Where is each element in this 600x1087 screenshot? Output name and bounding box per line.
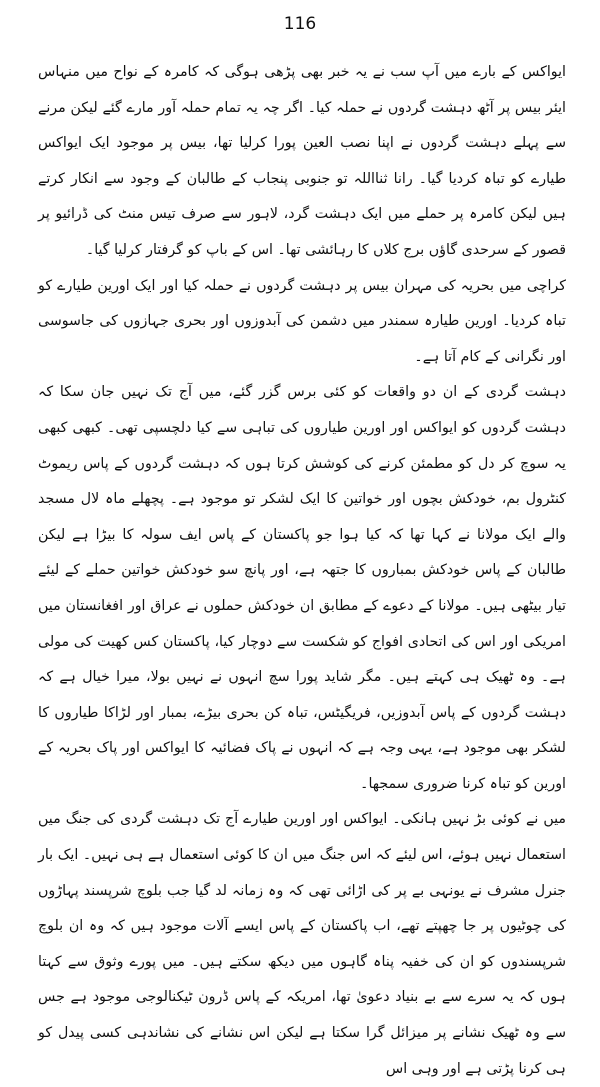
page-body-text bbox=[38, 55, 566, 1087]
paragraph-mehran-base-attack: کراچی میں بحریہ کی مہران بیس پر دہشت گردوں نے حملہ کیا اور ایک اورین طیارے کو تباہ کردیا۔ اورین طیارہ سمندر میں دشمن کی آبدوزوں اور بحری جہازوں کی جاسوسی اور نگرانی کے کام آتا ہے۔ bbox=[38, 277, 566, 365]
paragraph-terrorism-analysis: دہشت گردی کے ان دو واقعات کو کئی برس گزر گئے، میں آج تک نہیں جان سکا کہ دہشت گردوں کو ایواکس اور اورین طیاروں کی تباہی سے کیا دلچسپی تھی۔ کبھی کبھی یہ سوچ کر دل کو مطمئن کرنے کی کوشش کرتا ہوں کہ دہشت گردوں کے پاس ریموٹ کنٹرول بم، خودکش بچوں اور خواتین کا ایک لشکر تو موجود ہے۔ پچھلے ماہ لال مسجد والے ایک مولانا نے کہا تھا کہ کیا ہوا جو پاکستان کے پاس ایف سولہ کا بیڑا ہے لیکن طالبان کے پاس خودکش بمباروں کا جتھہ ہے، اور پانچ سو خودکش خواتین حملے کے لیئے تیار بیٹھی ہیں۔ مولانا کے دعوے کے مطابق ان خودکش حملوں نے عراق اور افغانستان میں امریکی اور اس کی اتحادی افواج کو شکست سے دوچار کیا، پاکستان کس کھیت کی مولی ہے۔ وہ ٹھیک ہی کہتے ہیں۔ مگر شاید پورا سچ انہوں نے نہیں بولا، میرا خیال ہے کہ دہشت گردوں کے پاس آبدوزیں، فریگیٹس، تباہ کن بحری بیڑے، بمبار اور لڑاکا طیاروں کا لشکر بھی موجود ہے، یہی وجہ ہے کہ انہوں نے پاک فضائیہ کا ایواکس اور پاک بحریہ کے اورین کو تباہ کرنا ضروری سمجھا۔ bbox=[38, 384, 566, 792]
page-number: 116 bbox=[283, 14, 317, 34]
paragraph-awacs-kamra-attack: ایواکس کے بارے میں آپ سب نے یہ خبر بھی پڑھی ہوگی کہ کامرہ کے نواح میں منہاس ایئر بیس پر آٹھ دہشت گردوں نے حملہ کیا۔ اگر چہ یہ تمام حملہ آور مارے گئے لیکن مرنے سے پہلے دہشت گردوں نے اپنا نصب العین پورا کرلیا تھا، بیس پر موجود ایک ایواکس طیارے کو تباہ کردیا گیا۔ رانا ثنااللہ تو جنوبی پنجاب کے طالبان کے وجود سے انکار کرتے ہیں لیکن کامرہ پر حملے میں ایک دہشت گرد، لاہور سے صرف تیس منٹ کی ڈرائیو پر قصور کے سرحدی گاؤں برج کلاں کا رہائشی تھا۔ اس کے باپ کو گرفتار کرلیا گیا۔ bbox=[38, 64, 566, 258]
paragraph-awacs-orion-usage: میں نے کوئی بڑ نہیں ہانکی۔ ایواکس اور اورین طیارے آج تک دہشت گردی کی جنگ میں استعمال نہیں ہوئے، اس لیئے کہ اس جنگ میں ان کا کوئی استعمال ہے ہی نہیں۔ ایک بار جنرل مشرف نے یونہی بے پر کی اڑائی تھی کہ وہ زمانہ لد گیا جب بلوچ شرپسند پہاڑوں کی چوٹیوں پر جا چھپتے تھے، اب پاکستان کے پاس ایسے آلات موجود ہیں کہ وہ ان بلوچ شرپسندوں کو ان کی خفیہ پناہ گاہوں میں دیکھ سکتے ہیں۔ میں پورے وثوق سے کہتا ہوں کہ یہ سرے سے بے بنیاد دعویٰ تھا، امریکہ کے پاس ڈرون ٹیکنالوجی موجود ہے جس سے وہ ٹھیک نشانے پر میزائل گرا سکتا ہے لیکن اس نشانے کی نشاندہی کسی پیدل کو ہی کرنا پڑتی ہے اور وہی اس bbox=[38, 811, 566, 1077]
